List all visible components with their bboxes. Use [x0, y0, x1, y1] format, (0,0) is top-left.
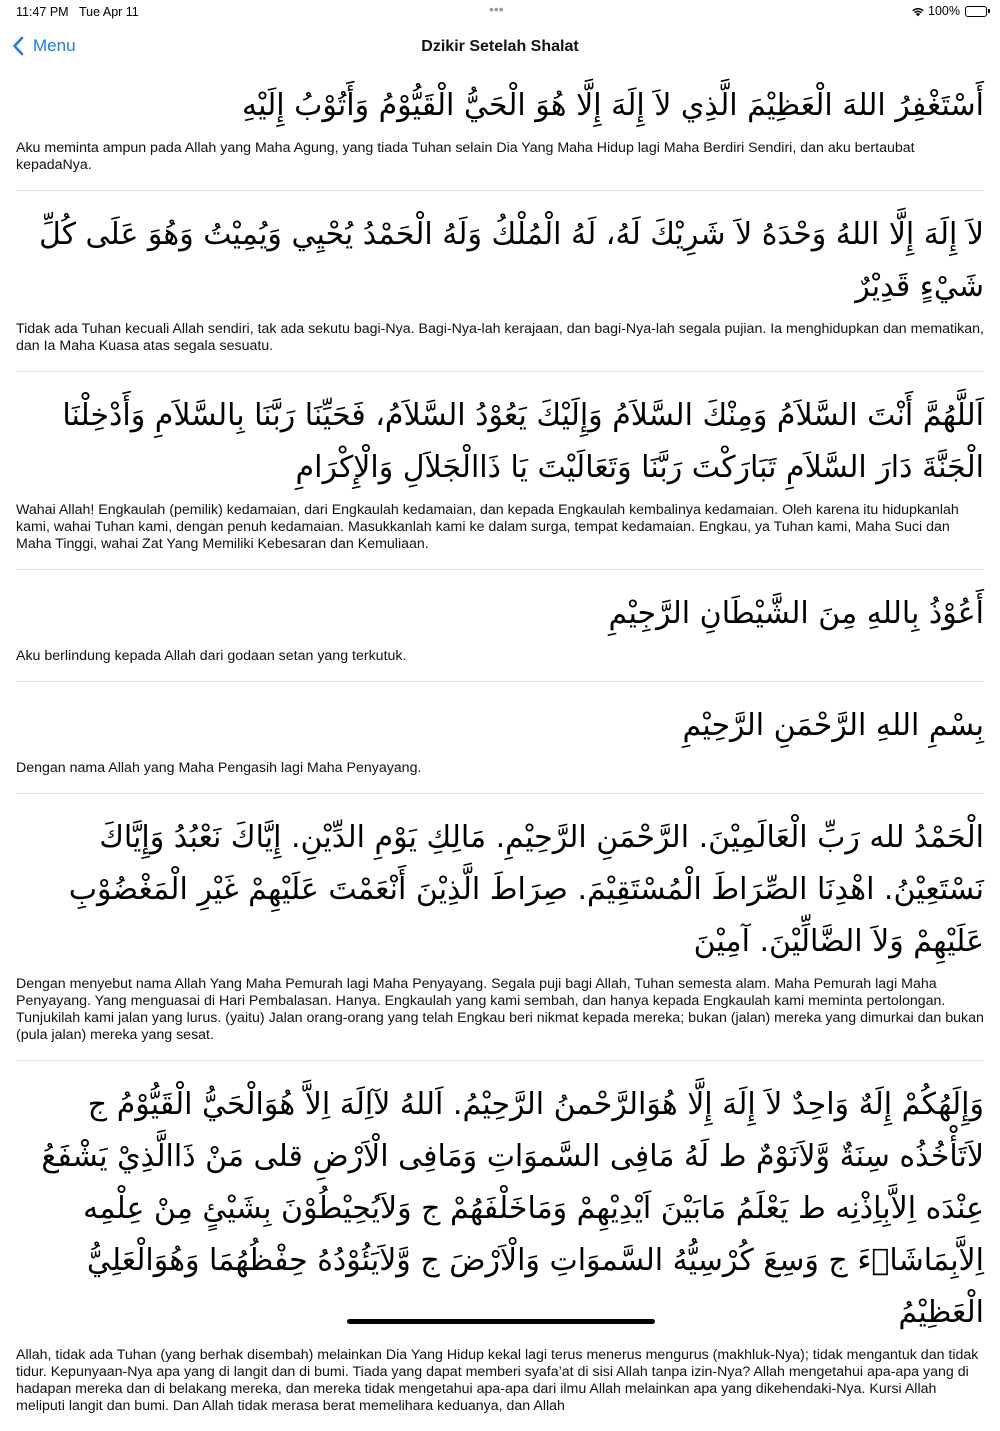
battery-percent: 100% — [928, 4, 960, 18]
translation-text: Tidak ada Tuhan kecuali Allah sendiri, tak ada sekutu bagi-Nya. Bagi-Nya-lah kerajaan, dan bagi-Nya-lah segala pujian. Ia menghidupkan dan mematikan, dan Ia Maha Kuasa atas segala sesuatu. — [16, 321, 984, 354]
back-button-label: Menu — [33, 36, 76, 55]
translation-text: Aku berlindung kepada Allah dari godaan setan yang terkutuk. — [16, 648, 407, 664]
dzikir-item — [0, 794, 1000, 1060]
translation-text: Dengan nama Allah yang Maha Pengasih lagi Maha Penyayang. — [16, 760, 422, 776]
battery-icon — [965, 6, 990, 17]
clock-date: Tue Apr 11 — [79, 5, 139, 19]
navigation-bar — [0, 24, 1000, 74]
dzikir-item — [0, 1061, 1000, 1431]
page-title: Dzikir Setelah Shalat — [421, 38, 579, 55]
dzikir-item — [0, 682, 1000, 793]
arabic-text: اَللَّهُمَّ أَنْتَ السَّلاَمُ وَمِنْكَ السَّلاَمُ وَإِلَيْكَ يَعُوْدُ السَّلاَمُ، فَحَيِّنَا رَبَّنَا بِالسَّلاَمِ وَأَدْخِلْنَا الْجَنَّةَ دَارَ السَّلاَمِ تَبَارَكْتَ رَبَّنَا وَتَعَالَيْتَ يَا ذَاالْجَلاَلِ وَالْإِكْرَامِ — [62, 398, 984, 485]
arabic-text: وَإِلَهُكُمْ إِلَهٌ وَاحِدٌ لاَ إِلَهَ إِلَّا هُوَالرَّحْمنُ الرَّحِيْمُ. اَللهُ لآاِلَهَ اِلاَّ هُوَالْحَيُّ الْقَيُّوْمُ ج لاَتَأْخُذُه سِنَةٌ وَّلاَنَوْمٌ ط لَهُ مَافِى السَّموَاتِ وَمَافِى الْاَرْضِ قلى مَنْ ذَاالَّذِيْ يَشْفَعُ عِنْدَه اِلاَّبِاِذْنِه ط يَعْلَمُ مَابَيْنَ اَيْدِيْهِمْ وَمَاخَلْفَهُمْ ج وَلاَيُحِيْطُوْنَ بِشَيْئٍ مِنْ عِلْمِه اِلاَّبِمَاشَاۤءَ ج وَسِعَ كُرْسِيُّهُ السَّموَاتِ وَالْاَرْضَ ج وَّلاَيَئُوْدُهُ حِفْظُهُمَا وَهُوَالْعَلِيُّ الْعَظِيْمُ — [41, 1087, 984, 1330]
arabic-text: بِسْمِ اللهِ الرَّحْمَنِ الرَّحِيْمِ — [682, 708, 984, 743]
home-indicator[interactable] — [347, 1319, 655, 1324]
multitasking-dots-icon[interactable]: ••• — [489, 1, 504, 17]
translation-text: Aku meminta ampun pada Allah yang Maha Agung, yang tiada Tuhan selain Dia Yang Maha Hidup lagi Maha Berdiri Sendiri, dan aku bertaubat kepadaNya. — [16, 140, 915, 173]
dzikir-list[interactable] — [0, 74, 1000, 1431]
dzikir-item — [0, 570, 1000, 681]
clock-time: 11:47 PM — [16, 5, 69, 19]
dzikir-item — [0, 191, 1000, 371]
translation-text: Wahai Allah! Engkaulah (pemilik) kedamaian, dari Engkaulah kedamaian, dan kepada Engkaulah kembalinya kedamaian. Oleh karena itu hidupkanlah kami, wahai Tuhan kami, dengan penuh kedamaian. Masukkanlah kami ke dalam surga, tempat kedamaian. Engkau, ya Tuhan kami, Maha Suci dan Maha Tinggi, wahai Zat Yang Memiliki Kebesaran dan Kemuliaan. — [16, 502, 959, 552]
arabic-text: أَعُوْذُ بِاللهِ مِنَ الشَّيْطَانِ الرَّجِيْمِ — [608, 596, 984, 631]
arabic-text: أَسْتَغْفِرُ اللهَ الْعَظِيْمَ الَّذِي لاَ إِلَهَ إِلَّا هُوَ الْحَيُّ الْقَيُّوْمُ وَأَتُوْبُ إِلَيْهِ — [242, 88, 984, 123]
arabic-text: لاَ إِلَهَ إِلَّا اللهُ وَحْدَهُ لاَ شَرِيْكَ لَهُ، لَهُ الْمُلْكُ وَلَهُ الْحَمْدُ يُحْيِي وَيُمِيْتُ وَهُوَ عَلَى كُلِّ شَيْءٍ قَدِيْرٌ — [38, 217, 984, 304]
dzikir-item — [0, 74, 1000, 190]
dzikir-item — [0, 372, 1000, 569]
translation-text: Dengan menyebut nama Allah Yang Maha Pemurah lagi Maha Penyayang. Segala puji bagi Allah, Tuhan semesta alam. Maha Pemurah lagi Maha Penyayang. Yang menguasai di Hari Pembalasan. Hanya. Engkaulah yang kami sembah, dan hanya kepada Engkaulah kami meminta pertolongan. Tunjukilah kami jalan yang lurus. (yaitu) Jalan orang-orang yang telah Engkau beri nikmat kepada mereka; bukan (jalan) mereka yang dimurkai dan bukan (pula jalan) mereka yang sesat. — [16, 976, 984, 1043]
translation-text: Allah, tidak ada Tuhan (yang berhak disembah) melainkan Dia Yang Hidup kekal lagi terus menerus mengurus (makhluk-Nya); tidak mengantuk dan tidak tidur. Kepunyaan-Nya apa yang di langit dan di bumi. Tiada yang dapat memberi syafa’at di sisi Allah tanpa izin-Nya? Allah mengetahui apa-apa yang di hadapan mereka dan di belakang mereka, dan mereka tidak mengetahui apa-apa dari ilmu Allah melainkan apa yang dikehendaki-Nya. Kursi Allah meliputi langit dan bumi. Dan Allah tidak merasa berat memelihara keduanya, dan Allah — [16, 1347, 979, 1414]
wifi-icon — [911, 6, 925, 17]
status-indicators — [911, 4, 990, 18]
arabic-text: الْحَمْدُ لله رَبِّ الْعَالَمِيْنَ. الرَّحْمَنِ الرَّحِيْمِ. مَالِكِ يَوْمِ الدِّيْنِ. إِيَّاكَ نَعْبُدُ وَإِيَّاكَ نَسْتَعِيْنُ. اهْدِنَا الصِّرَاطَ الْمُسْتَقِيْمَ. صِرَاطَ الَّذِيْنَ أَنْعَمْتَ عَلَيْهِمْ غَيْرِ الْمَغْضُوْبِ عَلَيْهِمْ وَلاَ الضَّالِّيْنَ. آمِيْنَ — [68, 820, 984, 959]
status-bar — [0, 0, 1000, 24]
status-time — [16, 5, 139, 19]
